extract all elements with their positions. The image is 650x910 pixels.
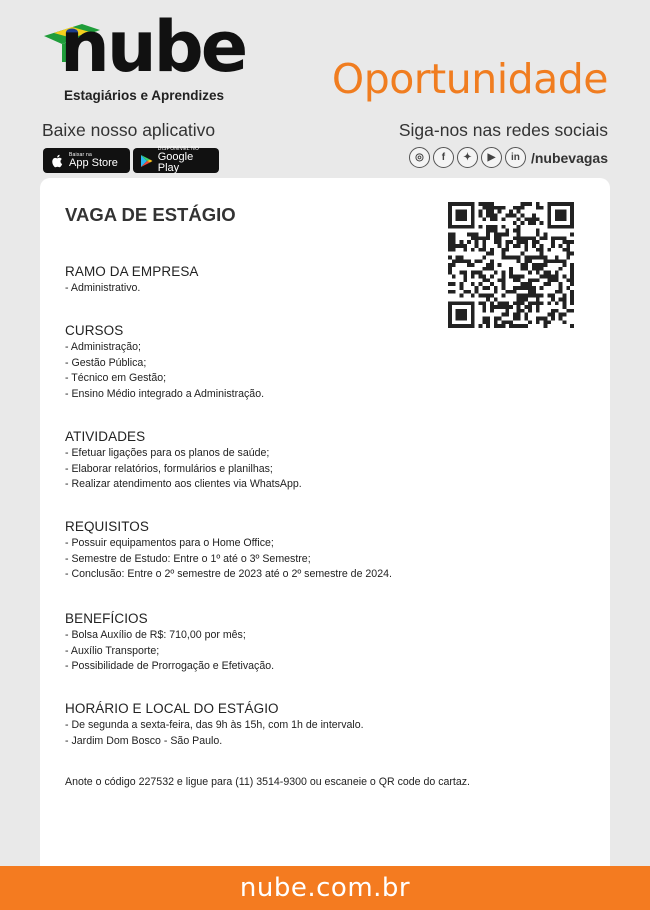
nube-logo[interactable] [42, 6, 246, 110]
linkedin-icon[interactable]: in [505, 147, 526, 168]
twitter-icon[interactable]: ✦ [457, 147, 478, 168]
section-ramo [65, 264, 585, 297]
section-heading: CURSOS [65, 323, 124, 338]
section-heading: RAMO DA EMPRESA [65, 264, 199, 279]
apple-icon [49, 153, 65, 169]
contact-note: Anote o código 227532 e ligue para (11) 3514-9300 ou escaneie o QR code do cartaz. [65, 776, 471, 788]
list-item: - Auxílio Transporte; [65, 644, 160, 657]
section-requisitos [65, 519, 585, 583]
social-label: Siga-nos nas redes sociais [398, 120, 608, 140]
list-item: - Possibilidade de Prorrogação e Efetivação. [65, 660, 275, 672]
section-heading: REQUISITOS [65, 519, 150, 534]
app-store-label: App Store [69, 156, 118, 169]
list-item: - Possuir equipamentos para o Home Office; [65, 537, 274, 549]
list-item: - Semestre de Estudo: Entre o 1º até o 3º Semestre; [65, 552, 311, 565]
logo-tagline: Estagiários e Aprendizes [64, 88, 225, 103]
section-atividades [65, 429, 585, 493]
list-item: - Elaborar relatórios, formulários e planilhas; [65, 462, 273, 475]
youtube-icon[interactable]: ▶ [481, 147, 502, 168]
social-links [409, 147, 608, 168]
social-handle[interactable]: /nubevagas [530, 149, 608, 166]
list-item: - Efetuar ligações para os planos de saúde; [65, 447, 270, 459]
list-item: - Conclusão: Entre o 2º semestre de 2023 até o 2º semestre de 2024. [65, 568, 392, 580]
google-play-button[interactable] [133, 148, 219, 173]
headline: Oportunidade [331, 55, 608, 103]
list-item: - Técnico em Gestão; [65, 372, 167, 384]
list-item: - Bolsa Auxílio de R$: 710,00 por mês; [65, 629, 246, 641]
instagram-icon[interactable]: ◎ [409, 147, 430, 168]
app-store-button[interactable] [43, 148, 130, 173]
app-store-small-text: Baixar na [69, 151, 92, 158]
section-heading: ATIVIDADES [65, 429, 146, 444]
section-cursos [65, 323, 585, 402]
footer-bar [0, 866, 650, 910]
facebook-icon[interactable]: f [433, 147, 454, 168]
job-card [40, 178, 610, 868]
footer-url[interactable]: nube.com.br [239, 873, 411, 903]
section-heading: HORÁRIO E LOCAL DO ESTÁGIO [65, 701, 279, 716]
job-title: VAGA DE ESTÁGIO [65, 204, 236, 225]
list-item: - Ensino Médio integrado a Administração. [65, 387, 265, 400]
section-heading: BENEFÍCIOS [65, 611, 148, 626]
list-item: - Gestão Pública; [65, 356, 147, 369]
list-item: - Administração; [65, 341, 141, 353]
google-play-icon [139, 153, 154, 169]
list-item: - Administrativo. [65, 282, 141, 294]
list-item: - Realizar atendimento aos clientes via WhatsApp. [65, 478, 302, 490]
section-horario [65, 701, 585, 749]
logo-wordmark: nube [60, 6, 246, 88]
google-play-small-text: DISPONÍVEL NO [157, 146, 200, 152]
google-play-label: Google Play [157, 151, 194, 174]
list-item: - Jardim Dom Bosco - São Paulo. [65, 734, 223, 747]
section-beneficios [65, 611, 585, 675]
list-item: - De segunda a sexta-feira, das 9h às 15h, com 1h de intervalo. [65, 719, 364, 731]
app-download-label: Baixe nosso aplicativo [42, 120, 216, 140]
